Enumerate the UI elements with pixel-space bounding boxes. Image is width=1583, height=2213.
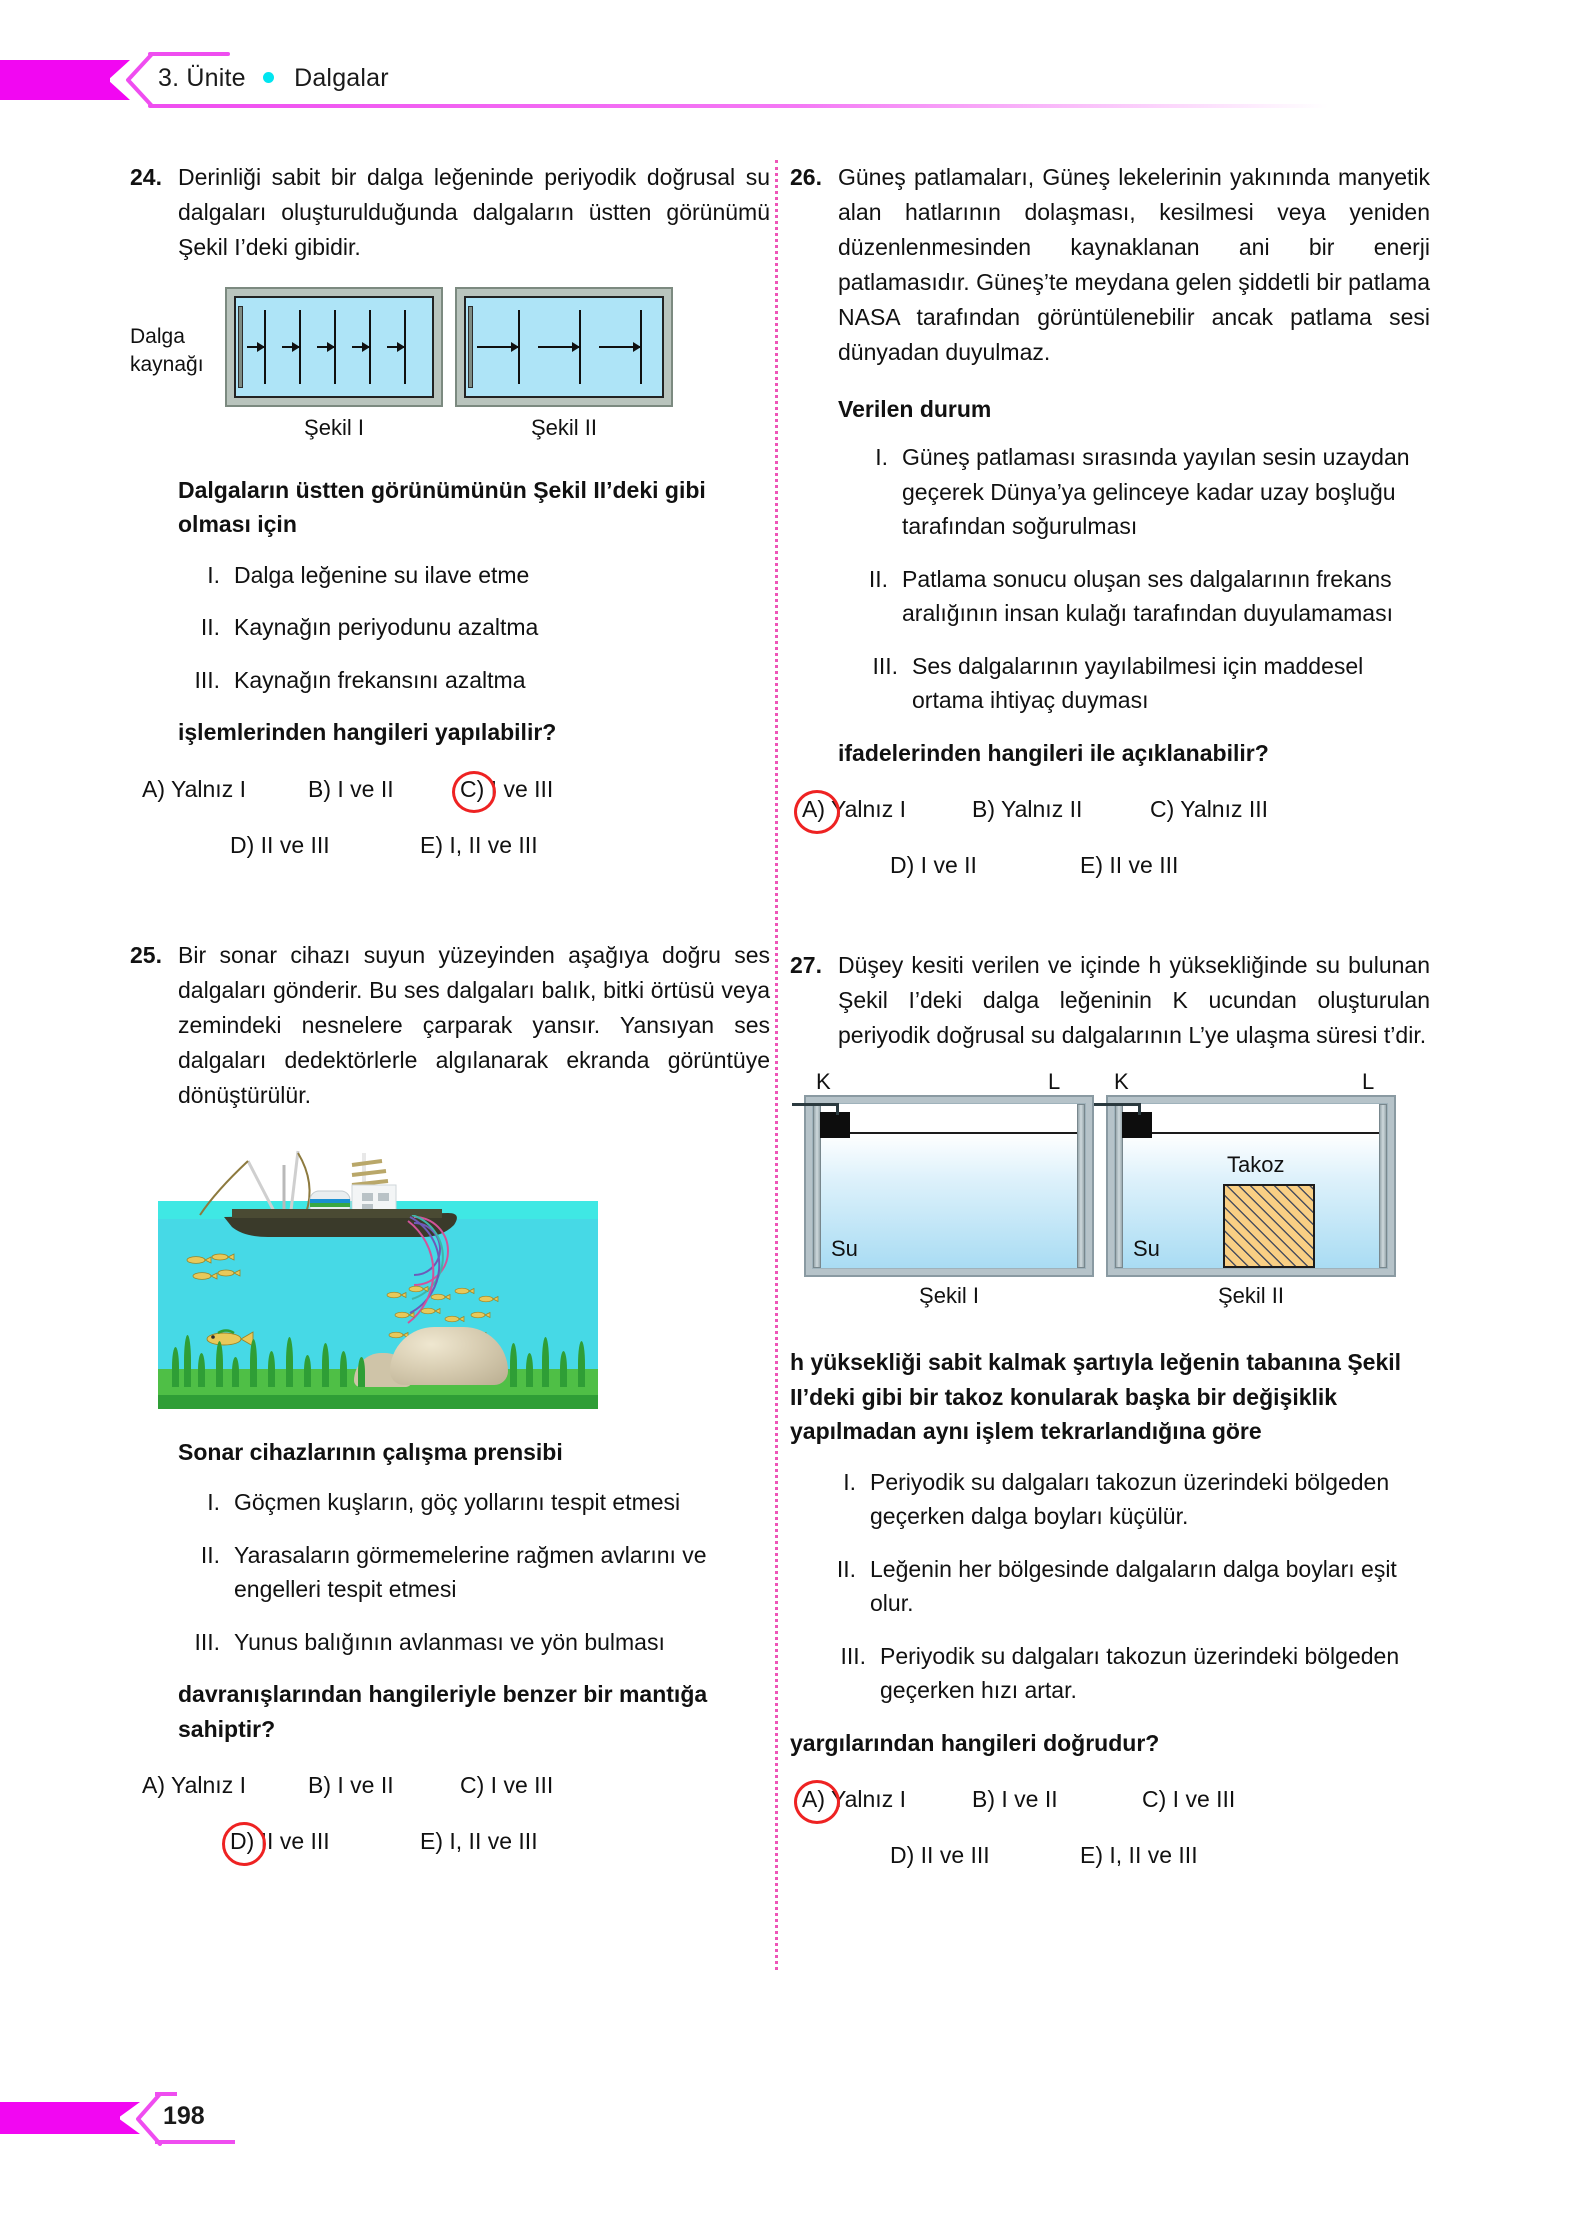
header-chevron-icon bbox=[118, 52, 154, 108]
option-a[interactable]: A) Yalnız I bbox=[802, 1786, 906, 1813]
option-a[interactable]: A) Yalnız I bbox=[802, 796, 906, 823]
list-item bbox=[814, 1465, 1430, 1534]
item-marker: II. bbox=[200, 1541, 220, 1568]
page-footer bbox=[0, 2090, 1583, 2150]
question-26-number: 26. bbox=[790, 164, 822, 190]
question-24-items bbox=[178, 558, 770, 698]
wave-source-label: Dalga kaynağı bbox=[130, 324, 204, 376]
question-27-items bbox=[814, 1465, 1430, 1708]
question-25-question-line: davranışlarından hangileriyle benzer bir mantığa sahiptir? bbox=[178, 1681, 708, 1742]
header-topic-label: Dalgalar bbox=[294, 64, 389, 92]
wave-source-bar-1 bbox=[238, 306, 243, 388]
option-row-1 bbox=[790, 788, 1430, 830]
item-text: Güneş patlaması sırasında yayılan sesin uzaydan geçerek Dünya’ya gelinceye kadar uzay boşluğu tarafından soğurulması bbox=[902, 444, 1410, 540]
option-row-2 bbox=[130, 824, 770, 866]
list-item bbox=[178, 1485, 770, 1520]
option-d[interactable]: D) II ve III bbox=[890, 1842, 990, 1869]
wave-tank-figure-2 bbox=[455, 287, 673, 407]
question-27-options bbox=[790, 1778, 1430, 1876]
option-b[interactable]: B) I ve II bbox=[972, 1786, 1058, 1813]
wave-source-bar-2 bbox=[468, 306, 473, 388]
option-c[interactable]: C) I ve III bbox=[1142, 1786, 1236, 1813]
item-text: Patlama sonucu oluşan ses dalgalarının frekans aralığının insan kulağı tarafından duyulamaması bbox=[902, 565, 1393, 627]
list-item bbox=[846, 440, 1430, 544]
question-24-bold-stem: Dalgaların üstten görünümünün Şekil II’deki gibi olması için bbox=[178, 476, 706, 538]
option-row-2 bbox=[790, 844, 1430, 886]
option-e[interactable]: E) I, II ve III bbox=[420, 1828, 538, 1855]
right-column bbox=[790, 160, 1430, 1880]
question-25-items bbox=[178, 1485, 770, 1659]
label-k-1: K bbox=[816, 1069, 831, 1095]
option-row-1 bbox=[790, 1778, 1430, 1820]
question-25-bold-stem: Sonar cihazlarının çalışma prensibi bbox=[178, 1438, 563, 1465]
fish-icon bbox=[198, 1325, 268, 1353]
question-27-number: 27. bbox=[790, 952, 822, 979]
question-27-figure bbox=[796, 1069, 1416, 1319]
seabed-shadow bbox=[158, 1395, 598, 1409]
item-text: Yunus balığının avlanması ve yön bulması bbox=[234, 1628, 665, 1655]
option-row-1 bbox=[130, 768, 770, 810]
item-marker: II. bbox=[836, 1555, 856, 1582]
question-27 bbox=[790, 948, 1430, 1876]
question-26-options bbox=[790, 788, 1430, 886]
header-unit-label: 3. Ünite bbox=[158, 64, 246, 92]
list-item bbox=[178, 1625, 770, 1660]
option-b[interactable]: B) I ve II bbox=[308, 1772, 394, 1799]
option-row-2 bbox=[130, 1820, 770, 1862]
label-takoz: Takoz bbox=[1227, 1152, 1285, 1178]
question-24-stem: Derinliği sabit bir dalga leğeninde periyodik doğrusal su dalgaları oluşturulduğunda dalgaların üstten görünümü Şekil I’deki gibidir. bbox=[178, 164, 770, 260]
option-a[interactable]: A) Yalnız I bbox=[142, 1772, 246, 1799]
list-item bbox=[178, 663, 770, 698]
label-l-1: L bbox=[1048, 1069, 1061, 1095]
item-text: Kaynağın frekansını azaltma bbox=[234, 666, 526, 693]
list-item bbox=[846, 562, 1430, 631]
item-marker: III. bbox=[194, 666, 220, 693]
option-d[interactable]: D) I ve II bbox=[890, 852, 977, 879]
item-marker: II. bbox=[200, 614, 220, 641]
header-top-rule bbox=[148, 52, 230, 56]
option-b[interactable]: B) I ve II bbox=[308, 775, 394, 802]
option-d[interactable]: D) II ve III bbox=[230, 1828, 330, 1855]
item-marker: I. bbox=[875, 444, 888, 471]
option-b[interactable]: B) Yalnız II bbox=[972, 796, 1083, 823]
wave-tank-figure-1 bbox=[225, 287, 443, 407]
question-25-figure-sonar-scene bbox=[158, 1139, 598, 1409]
question-24-number: 24. bbox=[130, 164, 162, 190]
item-text: Leğenin her bölgesinde dalgaların dalga boyları eşit olur. bbox=[870, 1555, 1397, 1617]
label-l-2: L bbox=[1362, 1069, 1375, 1095]
question-27-stem: Düşey kesiti verilen ve içinde h yüksekliğinde su bulunan Şekil I’deki dalga leğeninin K ucundan oluşturulan periyodik doğrusal su dalgalarının L’ye ulaşma süresi t’dir. bbox=[838, 952, 1430, 1049]
option-e[interactable]: E) I, II ve III bbox=[1080, 1842, 1198, 1869]
rock-large bbox=[390, 1327, 508, 1385]
option-a[interactable]: A) Yalnız I bbox=[142, 775, 246, 802]
question-24-figure bbox=[130, 287, 770, 447]
item-marker: I. bbox=[207, 561, 220, 588]
item-text: Periyodik su dalgaları takozun üzerindeki bölgeden geçerken dalga boyları küçülür. bbox=[870, 1468, 1390, 1530]
item-text: Göçmen kuşların, göç yollarını tespit etmesi bbox=[234, 1489, 681, 1516]
question-26-items bbox=[846, 440, 1430, 718]
item-text: Kaynağın periyodunu azaltma bbox=[234, 614, 539, 641]
option-c[interactable]: C) Yalnız III bbox=[1150, 796, 1269, 823]
list-item bbox=[814, 1552, 1430, 1621]
header-bottom-rule bbox=[148, 104, 1328, 108]
figure-24-caption-left: Şekil I bbox=[304, 414, 364, 440]
question-25-stem: Bir sonar cihazı suyun yüzeyinden aşağıya doğru ses dalgaları gönderir. Bu ses dalgaları balık, bitki örtüsü veya zemindeki nesnelere çarparak yansır. Yansıyan ses dalgaları dedektörlerle algılanarak ekranda görüntüye dönüştürülür. bbox=[178, 941, 770, 1108]
label-k-2: K bbox=[1114, 1069, 1129, 1095]
item-marker: II. bbox=[868, 565, 888, 592]
header-magenta-block bbox=[0, 60, 110, 100]
item-marker: III. bbox=[872, 652, 898, 679]
water-tank-figure-2 bbox=[1106, 1095, 1396, 1277]
wave-source-block-1 bbox=[820, 1112, 850, 1138]
question-27-bold-stem: h yüksekliği sabit kalmak şartıyla leğenin tabanına Şekil II’deki gibi bir takoz konularak başka bir değişiklik yapılmadan aynı işlem tekrarlandığına göre bbox=[790, 1349, 1402, 1445]
item-text: Yarasaların görmemelerine rağmen avlarını ve engelleri tespit etmesi bbox=[234, 1541, 707, 1603]
item-text: Ses dalgalarının yayılabilmesi için maddesel ortama ihtiyaç duyması bbox=[912, 652, 1364, 714]
column-divider bbox=[775, 160, 778, 1970]
option-e[interactable]: E) I, II ve III bbox=[420, 831, 538, 858]
question-24-question-line: işlemlerinden hangileri yapılabilir? bbox=[178, 719, 557, 746]
page-number: 198 bbox=[163, 2102, 205, 2130]
question-24-options bbox=[130, 768, 770, 866]
item-text: Dalga leğenine su ilave etme bbox=[234, 561, 530, 588]
question-26 bbox=[790, 160, 1430, 886]
list-item bbox=[814, 1639, 1430, 1708]
page-header bbox=[0, 52, 1583, 110]
figure-27-caption-left: Şekil I bbox=[919, 1283, 979, 1309]
fish-school-icon bbox=[180, 1251, 260, 1291]
option-row-1 bbox=[130, 1764, 770, 1806]
question-25-number: 25. bbox=[130, 941, 162, 968]
option-d[interactable]: D) II ve III bbox=[230, 831, 330, 858]
footer-top-rule bbox=[155, 2092, 177, 2096]
item-marker: I. bbox=[207, 1489, 220, 1516]
option-c[interactable]: C) I ve III bbox=[460, 775, 554, 802]
header-breadcrumb bbox=[158, 64, 389, 93]
question-25-options bbox=[130, 1764, 770, 1862]
list-item bbox=[178, 558, 770, 593]
label-su-1: Su bbox=[831, 1236, 858, 1262]
takoz-block bbox=[1223, 1184, 1315, 1268]
list-item bbox=[178, 1538, 770, 1607]
question-26-stem: Güneş patlamaları, Güneş lekelerinin yakınında manyetik alan hatlarının dolaşması, kesilmesi veya yeniden düzenlenmesinden kaynaklanan ani bir enerji patlamasıdır. Güneş’te meydana gelen şiddetli bir patlama NASA tarafından görüntülenebilir ancak patlama sesi dünyadan duyulmaz. bbox=[838, 164, 1430, 365]
list-item bbox=[178, 610, 770, 645]
question-26-question-line: ifadelerinden hangileri ile açıklanabilir? bbox=[838, 739, 1269, 766]
question-25 bbox=[130, 938, 770, 1862]
question-27-question-line: yargılarından hangileri doğrudur? bbox=[790, 1729, 1160, 1756]
figure-24-caption-right: Şekil II bbox=[530, 414, 598, 440]
item-marker: III. bbox=[840, 1642, 866, 1669]
list-item bbox=[846, 649, 1430, 718]
item-marker: III. bbox=[194, 1628, 220, 1655]
item-marker: I. bbox=[843, 1468, 856, 1495]
footer-bottom-rule bbox=[155, 2140, 235, 2144]
option-e[interactable]: E) II ve III bbox=[1080, 852, 1179, 879]
item-text: Periyodik su dalgaları takozun üzerindeki bölgeden geçerken hızı artar. bbox=[880, 1642, 1400, 1704]
water-tank-figure-1 bbox=[804, 1095, 1094, 1277]
label-su-2: Su bbox=[1133, 1236, 1160, 1262]
left-column bbox=[130, 160, 770, 1866]
footer-magenta-block bbox=[0, 2102, 120, 2134]
figure-27-caption-right: Şekil II bbox=[1217, 1283, 1285, 1309]
wave-source-block-2 bbox=[1122, 1112, 1152, 1138]
bullet-dot-icon bbox=[263, 72, 274, 83]
option-row-2 bbox=[790, 1834, 1430, 1876]
footer-chevron-icon bbox=[128, 2092, 162, 2146]
question-26-sub-label: Verilen durum bbox=[838, 395, 992, 422]
question-24 bbox=[130, 160, 770, 866]
option-c[interactable]: C) I ve III bbox=[460, 1772, 554, 1799]
